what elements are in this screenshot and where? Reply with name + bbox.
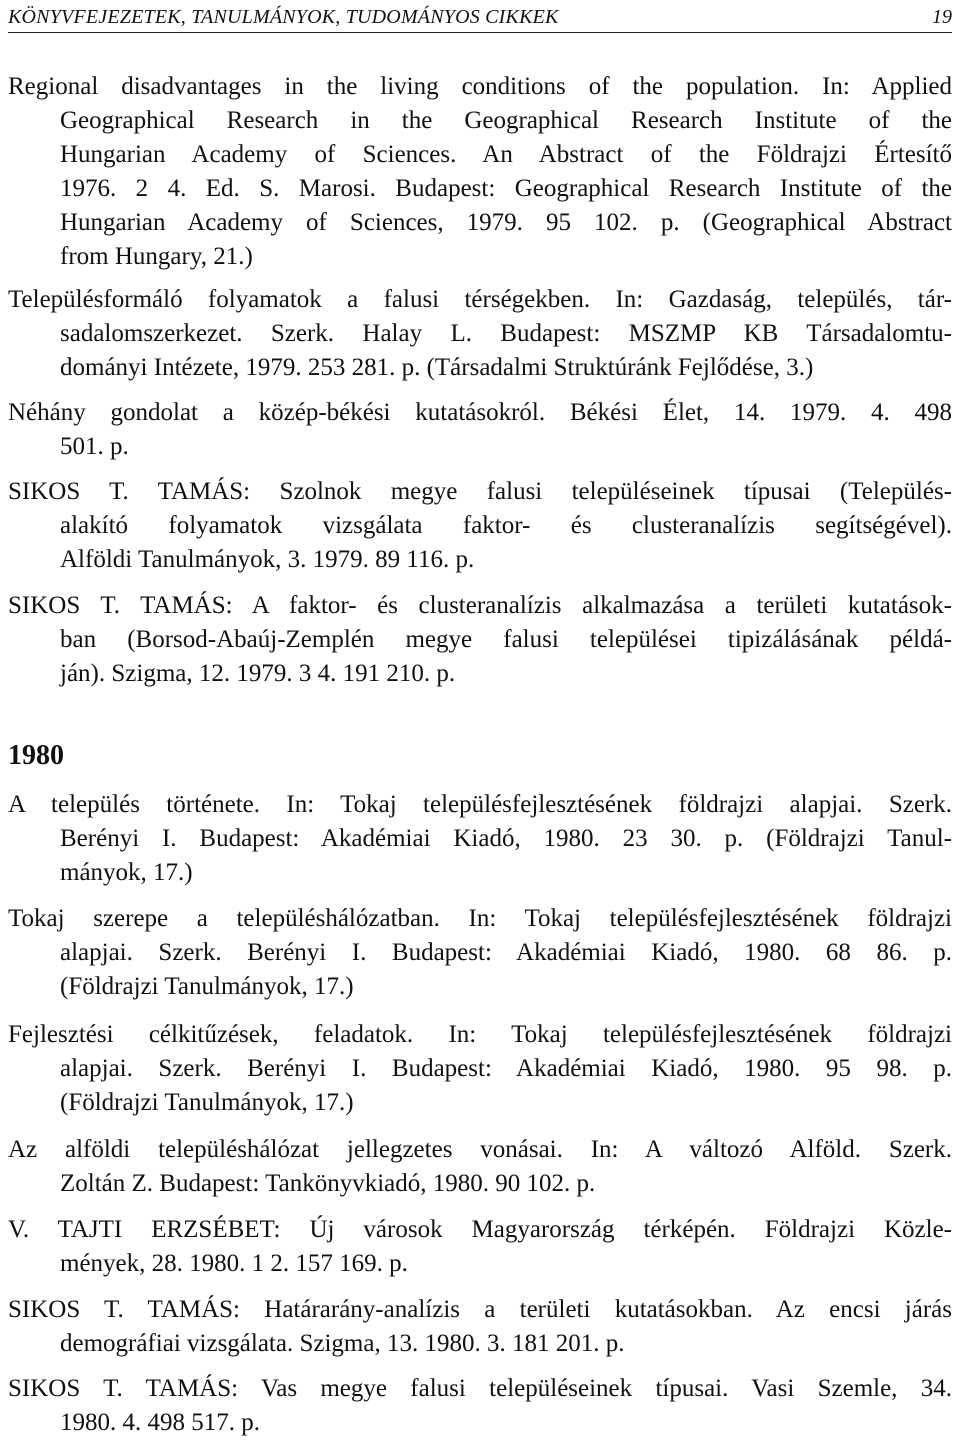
bibliography-entry [0,70,952,274]
bibliography-entry [0,1133,952,1201]
bibliography-entry [0,902,952,1004]
entry-line: 1980. 4. 498 517. p. [60,1409,260,1436]
bibliography-entry [0,1293,952,1361]
entry-line: (Földrajzi Tanulmányok, 17.) [60,1089,354,1116]
entry-line: sadalomszerkezet. Szerk. Halay L. Budapest: MSZMP KB Társadalomtu- [60,320,952,347]
bibliography-entry [0,283,952,385]
entry-line: V. TAJTI ERZSÉBET: Új városok Magyarország térképén. Földrajzi Közle- [8,1216,952,1243]
entry-line: alakító folyamatok vizsgálata faktor- és clusteranalízis segítségével). [60,512,952,539]
entry-line: from Hungary, 21.) [60,243,253,270]
page-number: 19 [932,6,952,28]
entry-line: demográfiai vizsgálata. Szigma, 13. 1980. 3. 181 201. p. [60,1330,625,1357]
entry-line: mények, 28. 1980. 1 2. 157 169. p. [60,1250,408,1277]
entry-line: Zoltán Z. Budapest: Tankönyvkiadó, 1980. 90 102. p. [60,1170,596,1197]
entry-line: SIKOS T. TAMÁS: A faktor- és clusteranalízis alkalmazása a területi kutatások- [8,592,952,619]
entry-line: Geographical Research in the Geographical Research Institute of the [60,107,952,134]
running-header-title: KÖNYVFEJEZETEK, TANULMÁNYOK, TUDOMÁNYOS CIKKEK [8,6,559,28]
entry-line: Berényi I. Budapest: Akadémiai Kiadó, 1980. 23 30. p. (Földrajzi Tanul- [60,825,952,852]
entry-line: alapjai. Szerk. Berényi I. Budapest: Akadémiai Kiadó, 1980. 95 98. p. [60,1055,952,1082]
entry-line: Fejlesztési célkitűzések, feladatok. In: Tokaj településfejlesztésének földrajzi [8,1021,952,1048]
entry-line: Regional disadvantages in the living conditions of the population. In: Applied [8,73,952,100]
year-heading: 1980 [8,740,64,771]
running-header [8,2,952,33]
entry-line: Alföldi Tanulmányok, 3. 1979. 89 116. p. [60,546,475,573]
bibliography-entry [0,1372,952,1440]
entry-line: dományi Intézete, 1979. 253 281. p. (Társadalmi Struktúránk Fejlődése, 3.) [60,354,814,381]
entry-line: ján). Szigma, 12. 1979. 3 4. 191 210. p. [60,660,456,687]
entry-line: Tokaj szerepe a településhálózatban. In: Tokaj településfejlesztésének földrajzi [8,905,952,932]
bibliography-entry [0,1018,952,1120]
entry-line: 501. p. [60,433,129,460]
bibliography-entry [0,396,952,464]
entry-line: mányok, 17.) [60,859,193,886]
entry-line: 1976. 2 4. Ed. S. Marosi. Budapest: Geographical Research Institute of the [60,175,952,202]
entry-line: Hungarian Academy of Sciences, 1979. 95 102. p. (Geographical Abstract [60,209,952,236]
entry-line: SIKOS T. TAMÁS: Szolnok megye falusi településeinek típusai (Település- [8,478,952,505]
entry-line: SIKOS T. TAMÁS: Határarány-analízis a területi kutatásokban. Az encsi járás [8,1296,952,1323]
entry-line: Néhány gondolat a közép-békési kutatásokról. Békési Élet, 14. 1979. 4. 498 [8,399,952,426]
entry-line: Hungarian Academy of Sciences. An Abstract of the Földrajzi Értesítő [60,141,952,168]
bibliography-entry [0,788,952,890]
bibliography-entry [0,475,952,577]
entry-line: ban (Borsod-Abaúj-Zemplén megye falusi települései tipizálásának példá- [60,626,952,653]
entry-line: Településformáló folyamatok a falusi térségekben. In: Gazdaság, település, tár- [8,286,952,313]
entry-line: (Földrajzi Tanulmányok, 17.) [60,973,354,1000]
entry-line: A település története. In: Tokaj településfejlesztésének földrajzi alapjai. Szerk. [8,791,952,818]
bibliography-entry [0,589,952,691]
entry-line: Az alföldi településhálózat jellegzetes vonásai. In: A változó Alföld. Szerk. [8,1136,952,1163]
bibliography-entry [0,1213,952,1281]
entry-line: alapjai. Szerk. Berényi I. Budapest: Akadémiai Kiadó, 1980. 68 86. p. [60,939,952,966]
entry-line: SIKOS T. TAMÁS: Vas megye falusi településeinek típusai. Vasi Szemle, 34. [8,1375,952,1402]
